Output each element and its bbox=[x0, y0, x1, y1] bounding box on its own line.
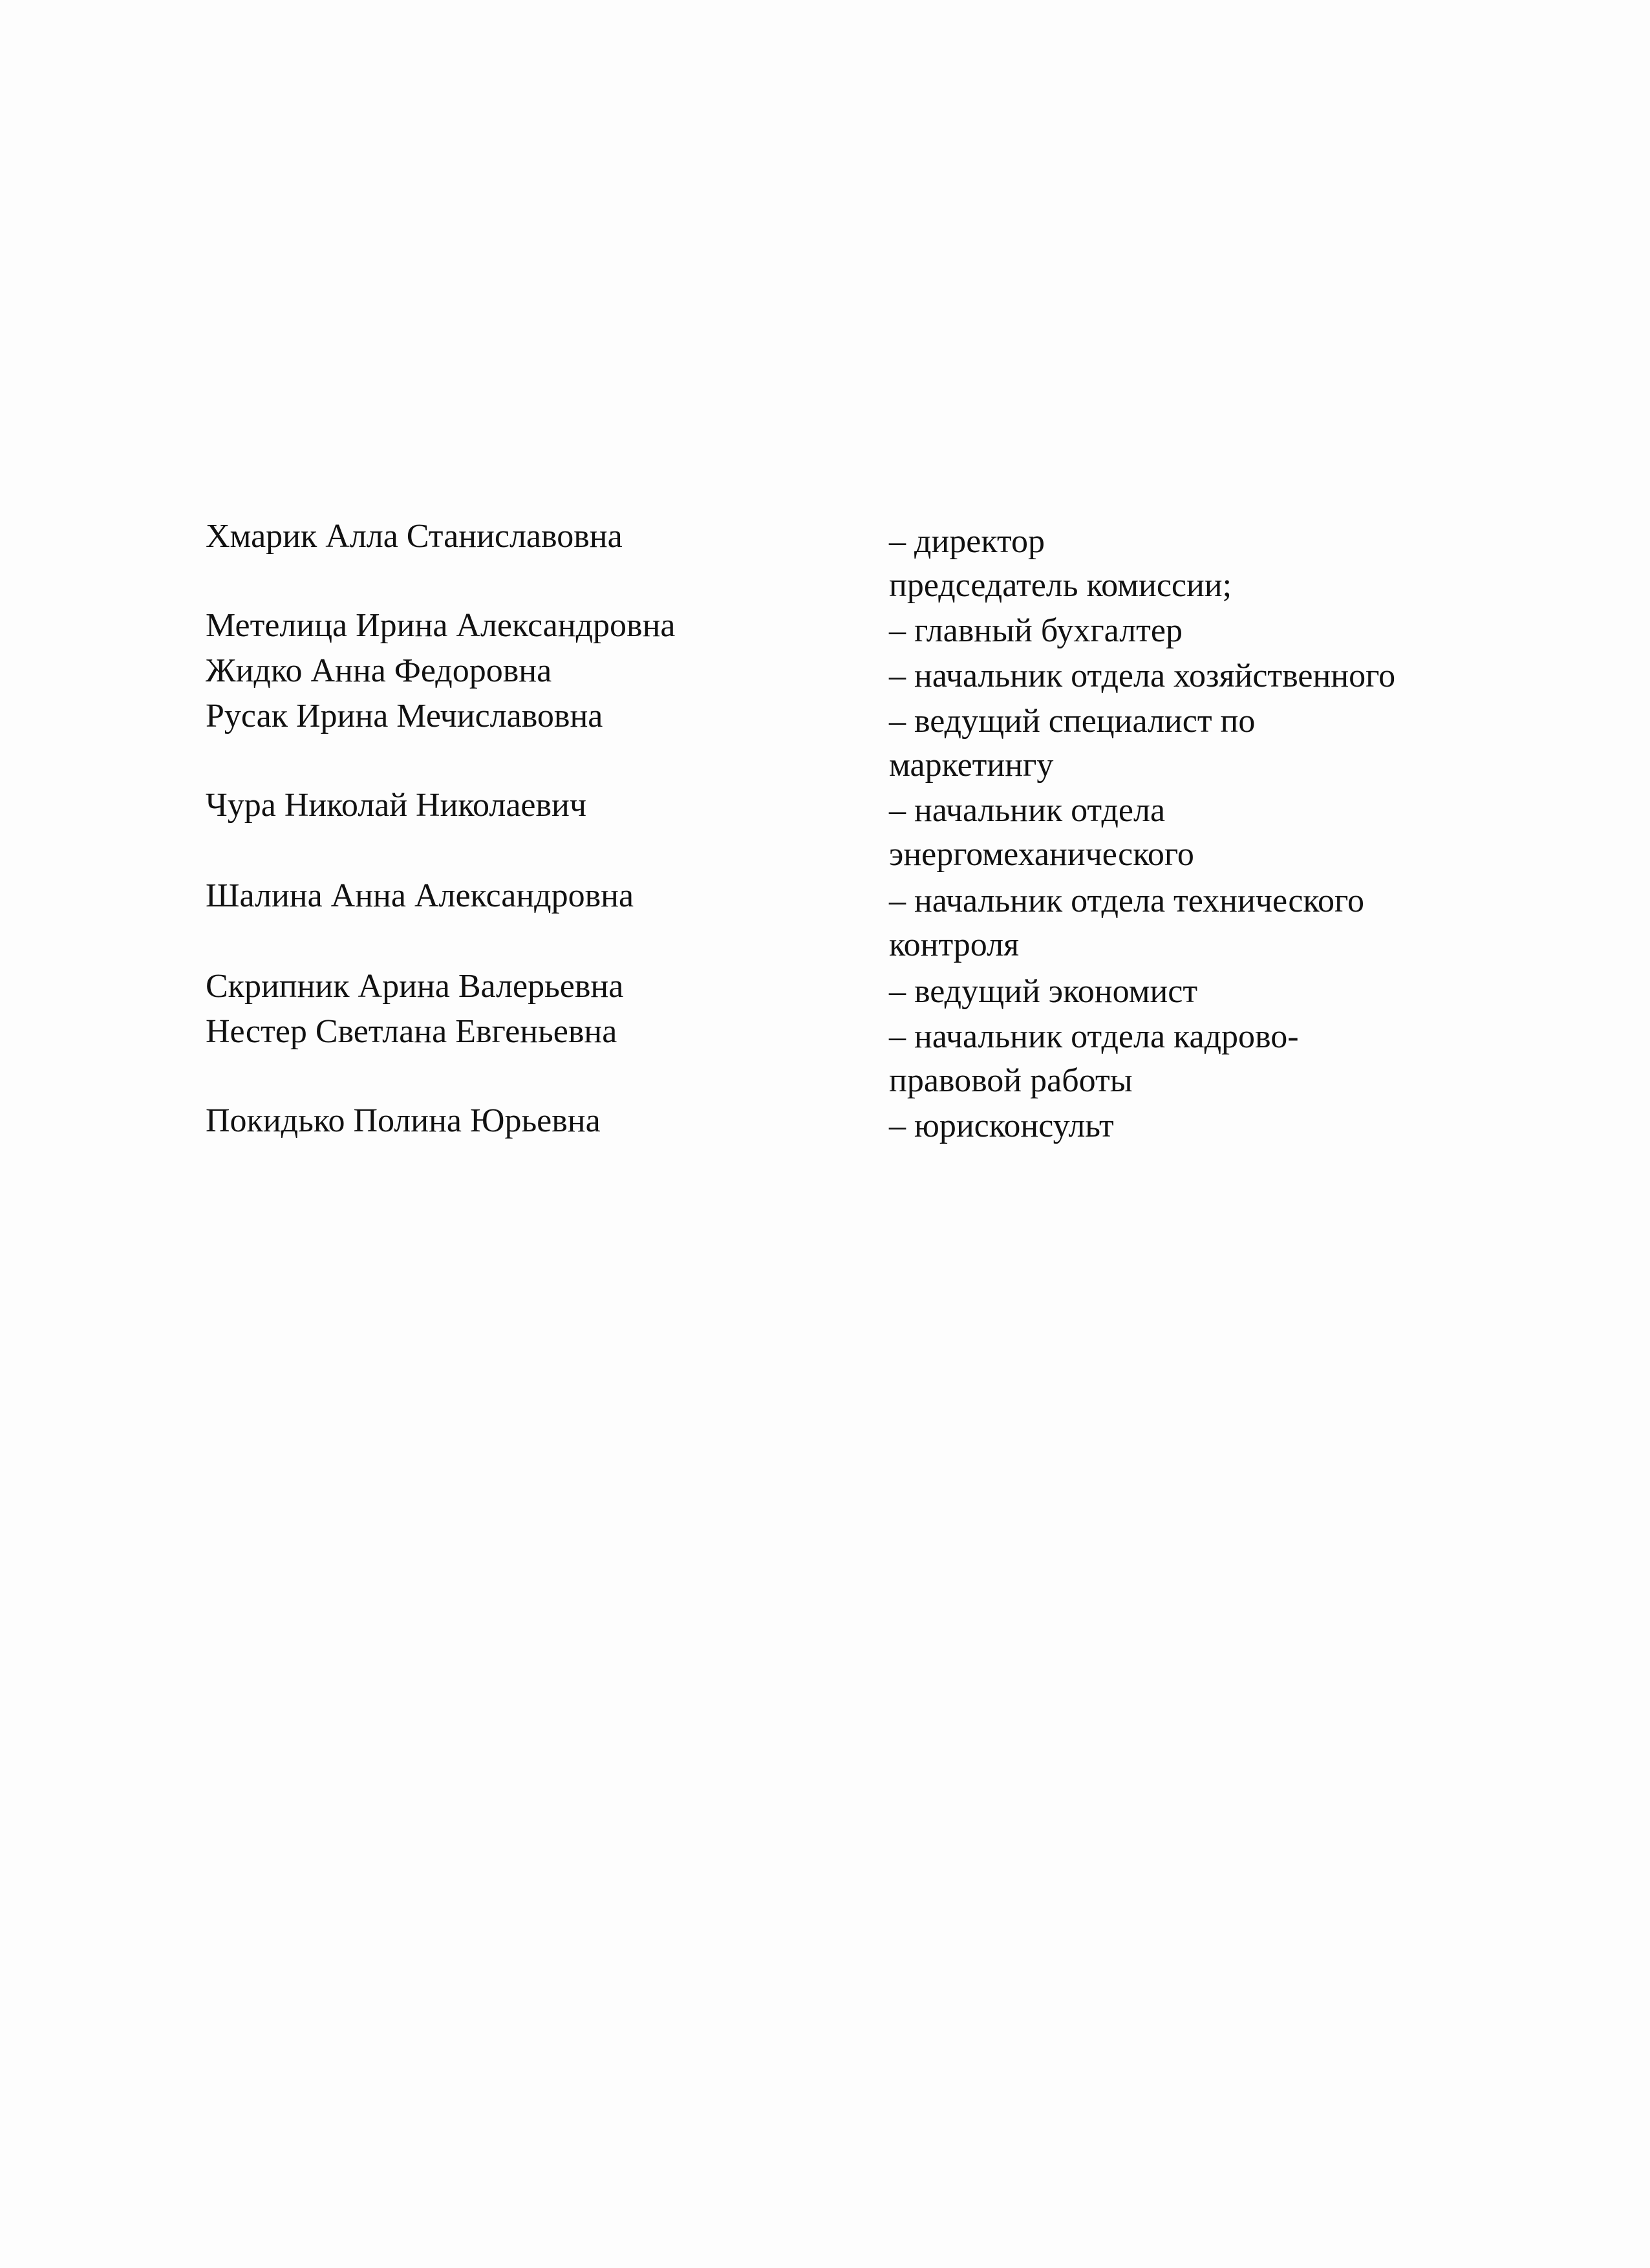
member-name: Покидько Полина Юрьевна bbox=[206, 1102, 601, 1139]
member-role: – начальник отдела хозяйственного bbox=[889, 658, 1396, 694]
member-role: – начальник отдела технического bbox=[889, 883, 1365, 919]
member-role: – юрисконсульт bbox=[889, 1107, 1114, 1144]
member-role: – главный бухгалтер bbox=[889, 612, 1183, 649]
member-role: контроля bbox=[889, 926, 1019, 963]
member-name: Шалина Анна Александровна bbox=[206, 877, 634, 914]
member-role: – ведущий специалист по bbox=[889, 703, 1256, 740]
member-name: Жидко Анна Федоровна bbox=[206, 652, 552, 689]
member-role: – начальник отдела кадрово- bbox=[889, 1018, 1299, 1055]
member-role: – ведущий экономист bbox=[889, 973, 1198, 1010]
member-role: правовой работы bbox=[889, 1062, 1133, 1099]
member-name: Скрипник Арина Валерьевна bbox=[206, 968, 624, 1005]
member-name: Русак Ирина Мечиславовна bbox=[206, 698, 603, 734]
member-role: – начальник отдела bbox=[889, 792, 1166, 829]
member-role: маркетингу bbox=[889, 747, 1054, 784]
member-name: Нестер Светлана Евгеньевна bbox=[206, 1013, 617, 1050]
member-name: Чура Николай Николаевич bbox=[206, 787, 587, 824]
member-name: Хмарик Алла Станиславовна bbox=[206, 518, 623, 555]
member-name: Метелица Ирина Александровна bbox=[206, 607, 676, 644]
member-role: энергомеханического bbox=[889, 836, 1194, 873]
member-role: – директор bbox=[889, 523, 1045, 560]
member-role: председатель комиссии; bbox=[889, 567, 1232, 604]
